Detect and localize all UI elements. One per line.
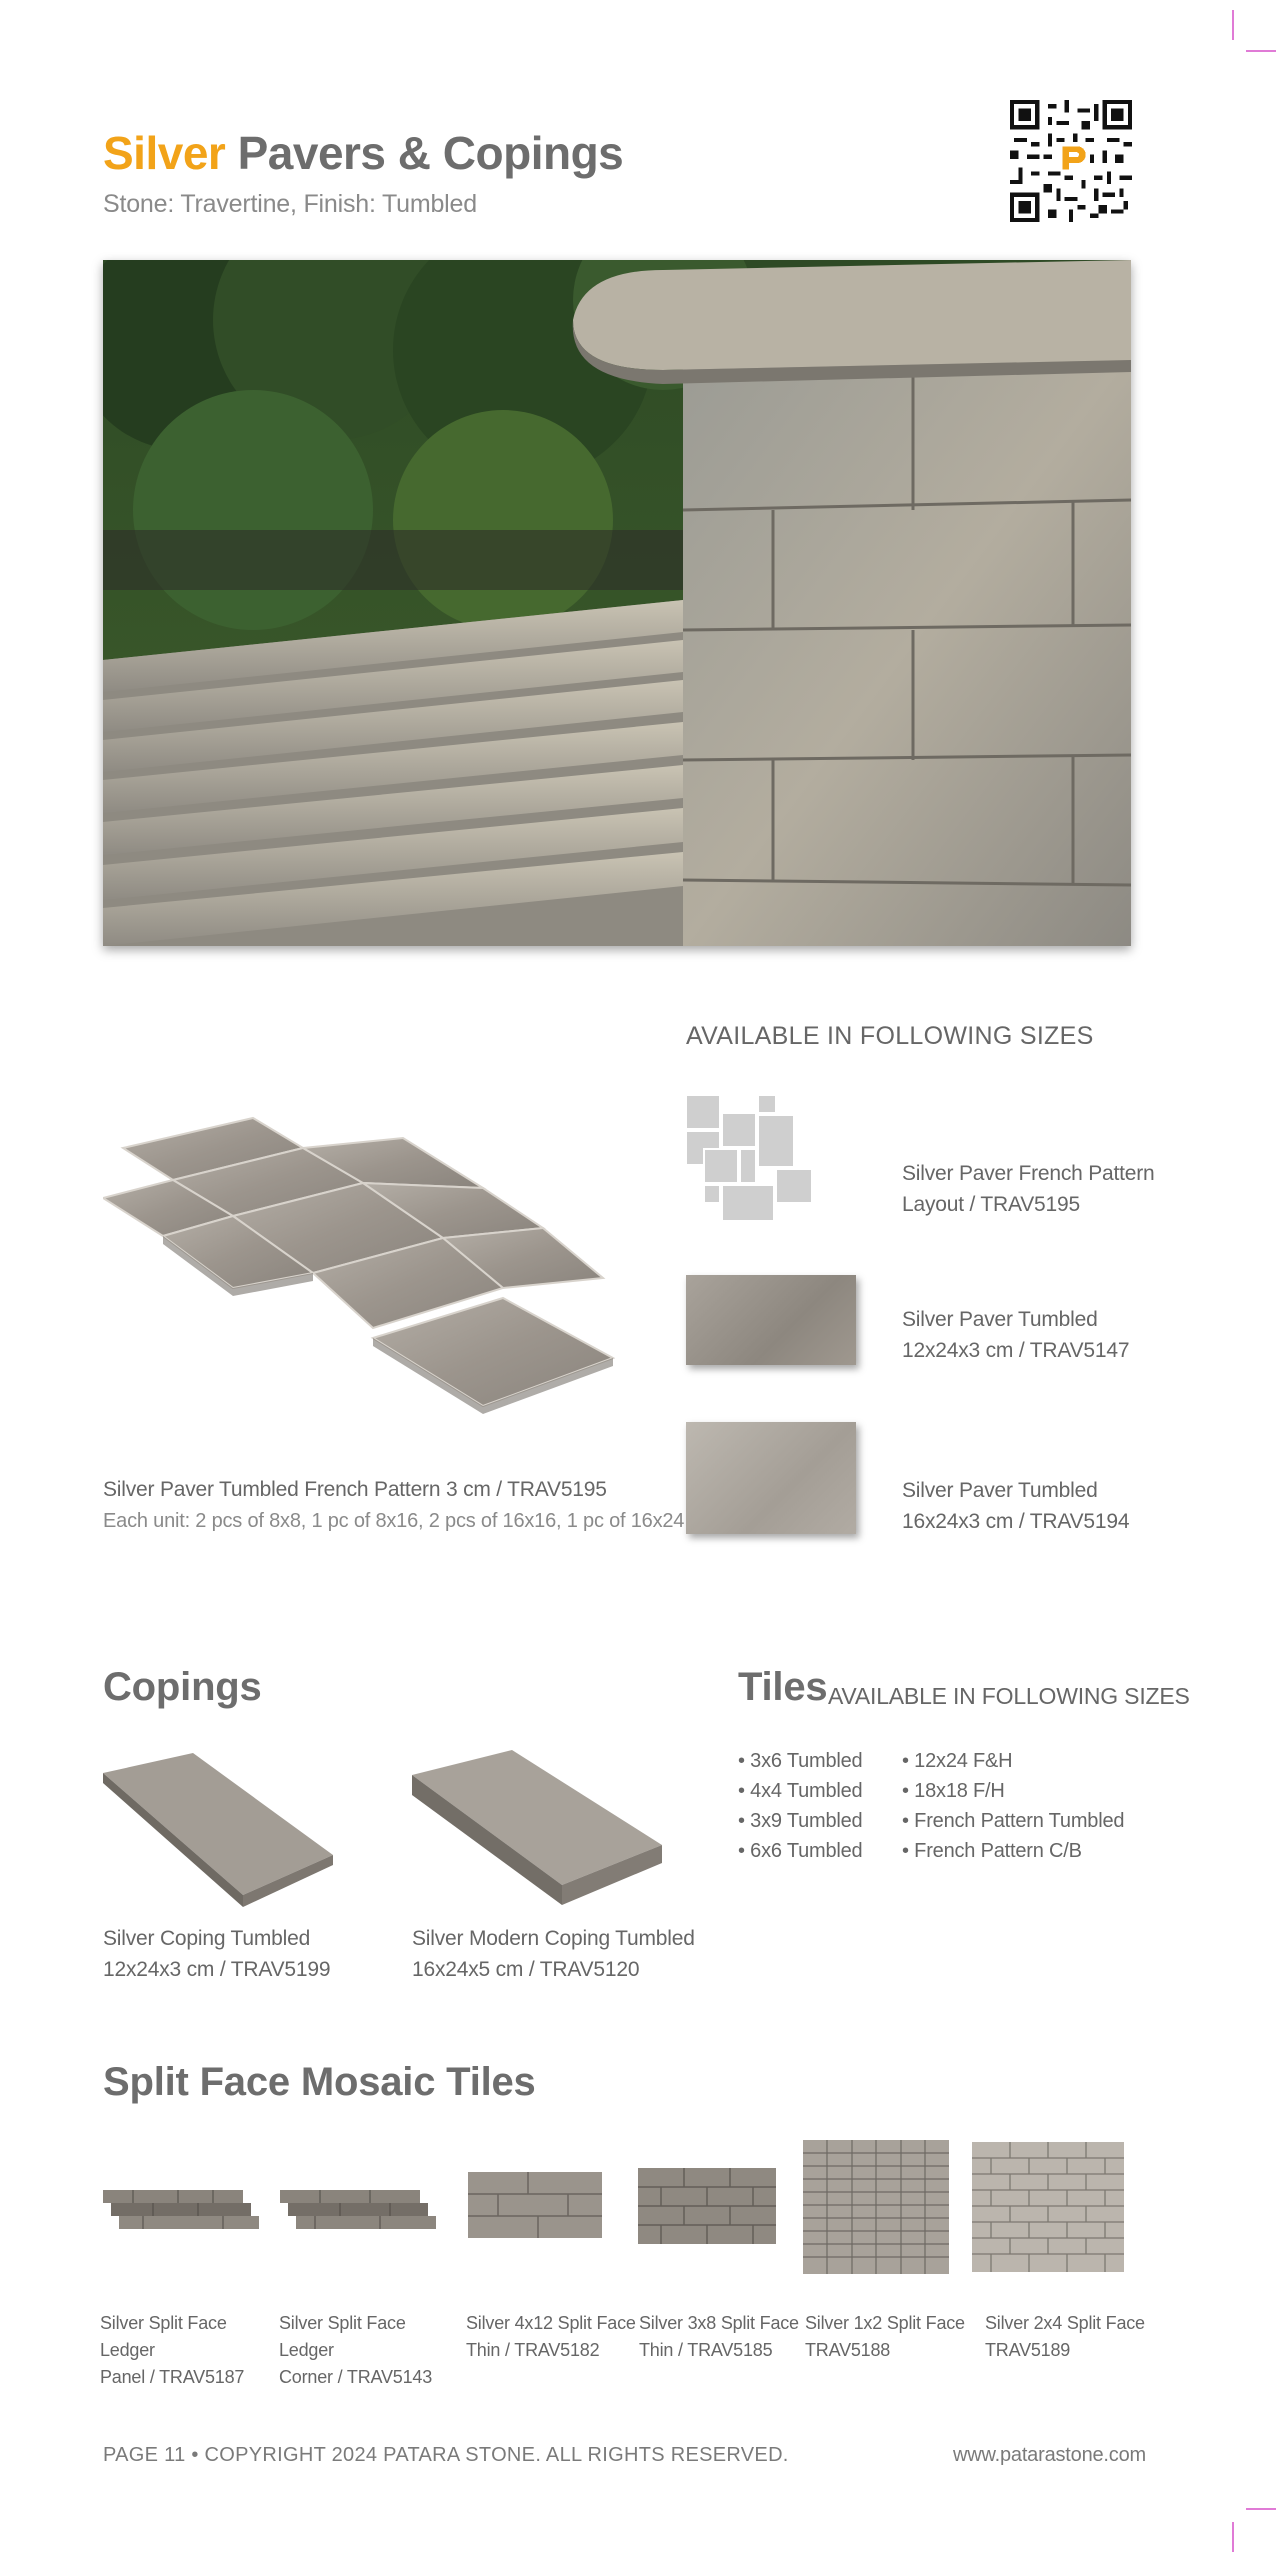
french-pattern-caption: Silver Paver Tumbled French Pattern 3 cm / TRAV5195	[103, 1478, 607, 1501]
mosaic-caption-ledger-panel	[100, 2310, 280, 2391]
mosaic-caption-3x8	[639, 2310, 819, 2364]
tile-size-item: • 4x4 Tumbled	[738, 1776, 862, 1806]
crop-mark-bottom-horizontal	[1246, 2508, 1276, 2510]
split-face-2x4-photo	[972, 2142, 1132, 2272]
coping-caption-line2: 16x24x5 cm / TRAV5120	[412, 1958, 640, 1981]
french-pattern-paver-photo	[103, 1108, 615, 1428]
size-caption-12x24	[902, 1304, 1129, 1366]
mosaic-caption-line2: Corner / TRAV5143	[279, 2367, 433, 2387]
size-caption-line2: 16x24x3 cm / TRAV5194	[902, 1510, 1130, 1533]
paver-12x24-swatch	[686, 1275, 856, 1365]
mosaic-caption-line1: Silver Split Face Ledger	[279, 2313, 406, 2360]
crop-mark-top-vertical	[1232, 10, 1234, 40]
mosaic-caption-line1: Silver 4x12 Split Face	[466, 2313, 636, 2333]
page-title	[103, 126, 623, 180]
footer-copyright: PAGE 11 • COPYRIGHT 2024 PATARA STONE. ALL RIGHTS RESERVED.	[103, 2444, 789, 2466]
coping-caption-line2: 12x24x3 cm / TRAV5199	[103, 1958, 331, 1981]
tile-size-item: • 3x9 Tumbled	[738, 1806, 862, 1836]
mosaic-caption-line2: TRAV5189	[985, 2340, 1071, 2360]
mosaic-caption-2x4	[985, 2310, 1165, 2364]
tiles-list-col2	[902, 1746, 1124, 1866]
hero-photo-steps-and-wall	[103, 260, 1131, 946]
copings-heading: Copings	[103, 1665, 262, 1709]
size-caption-french-layout	[902, 1158, 1155, 1220]
size-caption-line2: Layout / TRAV5195	[902, 1193, 1080, 1216]
page-subtitle: Stone: Travertine, Finish: Tumbled	[103, 190, 477, 218]
footer-website-link[interactable]: www.patarastone.com	[953, 2444, 1146, 2466]
ledger-corner-photo	[280, 2190, 436, 2230]
size-caption-line2: 12x24x3 cm / TRAV5147	[902, 1339, 1130, 1362]
mosaic-caption-line1: Silver 1x2 Split Face	[805, 2313, 965, 2333]
tiles-subheading: AVAILABLE IN FOLLOWING SIZES	[828, 1683, 1190, 1709]
crop-mark-bottom-vertical	[1232, 2522, 1234, 2552]
tile-size-item: • French Pattern C/B	[902, 1836, 1124, 1866]
split-face-3x8-photo	[638, 2168, 776, 2244]
mosaic-caption-line1: Silver Split Face Ledger	[100, 2313, 227, 2360]
coping-caption-line1: Silver Modern Coping Tumbled	[412, 1927, 695, 1950]
tile-size-item: • 12x24 F&H	[902, 1746, 1124, 1776]
mosaic-caption-4x12	[466, 2310, 646, 2364]
mosaic-caption-line2: Thin / TRAV5185	[639, 2340, 773, 2360]
coping-caption-1	[103, 1923, 330, 1985]
qr-code-icon[interactable]	[1010, 100, 1132, 222]
paver-16x24-swatch	[686, 1422, 856, 1534]
coping-caption-2	[412, 1923, 695, 1985]
mosaic-caption-line2: Thin / TRAV5182	[466, 2340, 600, 2360]
mosaic-caption-1x2	[805, 2310, 985, 2364]
tiles-list-col1	[738, 1746, 862, 1866]
crop-mark-top-horizontal	[1246, 50, 1276, 52]
tiles-heading: Tiles	[738, 1665, 828, 1709]
size-caption-16x24	[902, 1475, 1129, 1537]
mosaics-heading: Split Face Mosaic Tiles	[103, 2060, 536, 2104]
size-caption-line1: Silver Paver French Pattern	[902, 1162, 1155, 1185]
mosaic-caption-line2: Panel / TRAV5187	[100, 2367, 245, 2387]
mosaic-caption-line2: TRAV5188	[805, 2340, 891, 2360]
ledger-panel-photo	[103, 2190, 259, 2230]
tile-size-item: • 6x6 Tumbled	[738, 1836, 862, 1866]
title-accent: Silver	[103, 127, 226, 179]
tile-size-item: • 3x6 Tumbled	[738, 1746, 862, 1776]
size-caption-line1: Silver Paver Tumbled	[902, 1308, 1098, 1331]
mosaic-caption-line1: Silver 2x4 Split Face	[985, 2313, 1145, 2333]
modern-coping-tumbled-photo	[412, 1745, 668, 1910]
tile-size-item: • 18x18 F/H	[902, 1776, 1124, 1806]
mosaic-caption-ledger-corner	[279, 2310, 459, 2391]
title-rest: Pavers & Copings	[237, 127, 624, 179]
split-face-1x2-photo	[803, 2140, 955, 2274]
coping-caption-line1: Silver Coping Tumbled	[103, 1927, 311, 1950]
coping-tumbled-photo	[103, 1745, 343, 1910]
size-caption-line1: Silver Paver Tumbled	[902, 1479, 1098, 1502]
french-pattern-layout-icon	[686, 1095, 812, 1221]
tile-size-item: • French Pattern Tumbled	[902, 1806, 1124, 1836]
available-sizes-heading: AVAILABLE IN FOLLOWING SIZES	[686, 1022, 1094, 1050]
french-pattern-detail: Each unit: 2 pcs of 8x8, 1 pc of 8x16, 2 pcs of 16x16, 1 pc of 16x24	[103, 1510, 685, 1532]
split-face-4x12-photo	[468, 2172, 602, 2238]
mosaic-caption-line1: Silver 3x8 Split Face	[639, 2313, 799, 2333]
